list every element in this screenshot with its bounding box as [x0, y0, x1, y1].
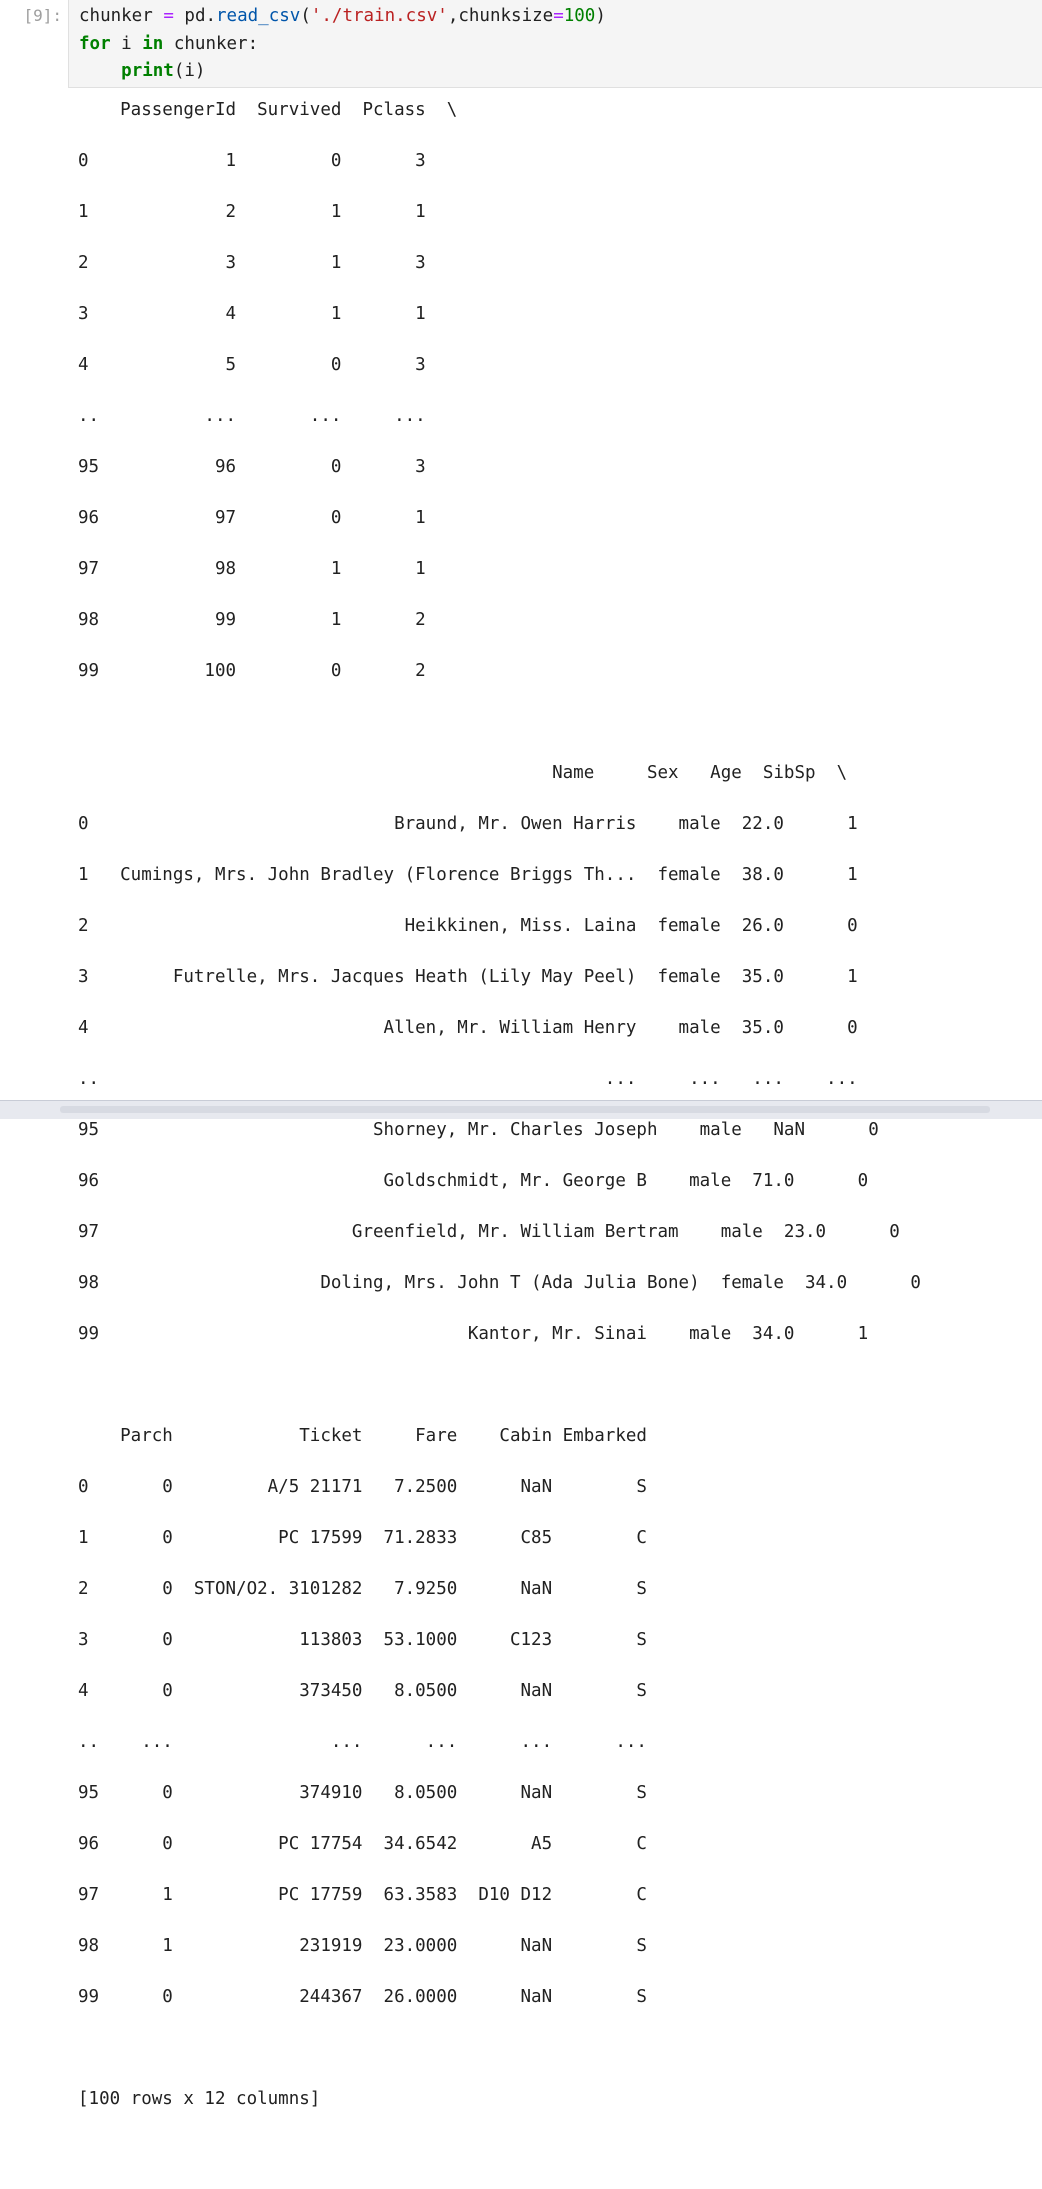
- output-line: 95 Shorney, Mr. Charles Joseph male NaN 0: [78, 1120, 879, 1140]
- scrollbar-thumb[interactable]: [60, 1106, 990, 1113]
- output-line: 0 1 0 3: [78, 151, 426, 171]
- code-line-2: for i in chunker:: [79, 33, 259, 54]
- output-line: 3 Futrelle, Mrs. Jacques Heath (Lily May Peel) female 35.0 1: [78, 967, 858, 987]
- output-line: .. ... ... ...: [78, 406, 426, 426]
- output-line: [78, 710, 921, 736]
- output-line: PassengerId Survived Pclass \: [78, 100, 458, 120]
- output-line: [78, 2138, 921, 2164]
- output-line: 96 Goldschmidt, Mr. George B male 71.0 0: [78, 1171, 869, 1191]
- output-line: 98 1 231919 23.0000 NaN S: [78, 1936, 647, 1956]
- code-line-3: print(i): [121, 61, 206, 81]
- output-line: 99 100 0 2: [78, 661, 426, 681]
- output-line: 1 2 1 1: [78, 202, 426, 222]
- output-line: 0 0 A/5 21171 7.2500 NaN S: [78, 1477, 647, 1497]
- output-line: 97 98 1 1: [78, 559, 426, 579]
- output-line: 4 0 373450 8.0500 NaN S: [78, 1681, 647, 1701]
- output-line: [78, 2036, 921, 2062]
- output-line: 96 0 PC 17754 34.6542 A5 C: [78, 1834, 647, 1854]
- output-line: 97 1 PC 17759 63.3583 D10 D12 C: [78, 1885, 647, 1905]
- horizontal-scrollbar[interactable]: [0, 1100, 1042, 1119]
- output-line: 95 96 0 3: [78, 457, 426, 477]
- output-line: Name Sex Age SibSp \: [78, 763, 848, 783]
- code-line-1: chunker = pd.read_csv('./train.csv',chunksize=100): [79, 6, 606, 26]
- cell-prompt: [9]:: [23, 6, 62, 25]
- output-line: Parch Ticket Fare Cabin Embarked: [78, 1426, 647, 1446]
- code-cell-editor[interactable]: [68, 0, 1042, 88]
- output-line: 2 0 STON/O2. 3101282 7.9250 NaN S: [78, 1579, 647, 1599]
- output-line: .. ... ... ... ...: [78, 1069, 858, 1089]
- output-line: 2 3 1 3: [78, 253, 426, 273]
- output-line: 3 4 1 1: [78, 304, 426, 324]
- output-line: 3 0 113803 53.1000 C123 S: [78, 1630, 647, 1650]
- output-line: 4 Allen, Mr. William Henry male 35.0 0: [78, 1018, 858, 1038]
- output-line: 95 0 374910 8.0500 NaN S: [78, 1783, 647, 1803]
- output-line: 99 Kantor, Mr. Sinai male 34.0 1: [78, 1324, 869, 1344]
- output-line: 98 Doling, Mrs. John T (Ada Julia Bone) female 34.0 0: [78, 1273, 921, 1293]
- output-line: 0 Braund, Mr. Owen Harris male 22.0 1: [78, 814, 858, 834]
- output-line: 1 Cumings, Mrs. John Bradley (Florence Briggs Th... female 38.0 1: [78, 865, 858, 885]
- code-text[interactable]: [69, 0, 1042, 86]
- output-line: 97 Greenfield, Mr. William Bertram male 23.0 0: [78, 1222, 900, 1242]
- cell-output: [78, 98, 921, 2189]
- output-line: [78, 1373, 921, 1399]
- output-line: 96 97 0 1: [78, 508, 426, 528]
- output-line: [100 rows x 12 columns]: [78, 2089, 321, 2109]
- output-line: .. ... ... ... ... ...: [78, 1732, 647, 1752]
- output-line: 98 99 1 2: [78, 610, 426, 630]
- output-line: 99 0 244367 26.0000 NaN S: [78, 1987, 647, 2007]
- output-line: 2 Heikkinen, Miss. Laina female 26.0 0: [78, 916, 858, 936]
- output-line: 4 5 0 3: [78, 355, 426, 375]
- output-line: 1 0 PC 17599 71.2833 C85 C: [78, 1528, 647, 1548]
